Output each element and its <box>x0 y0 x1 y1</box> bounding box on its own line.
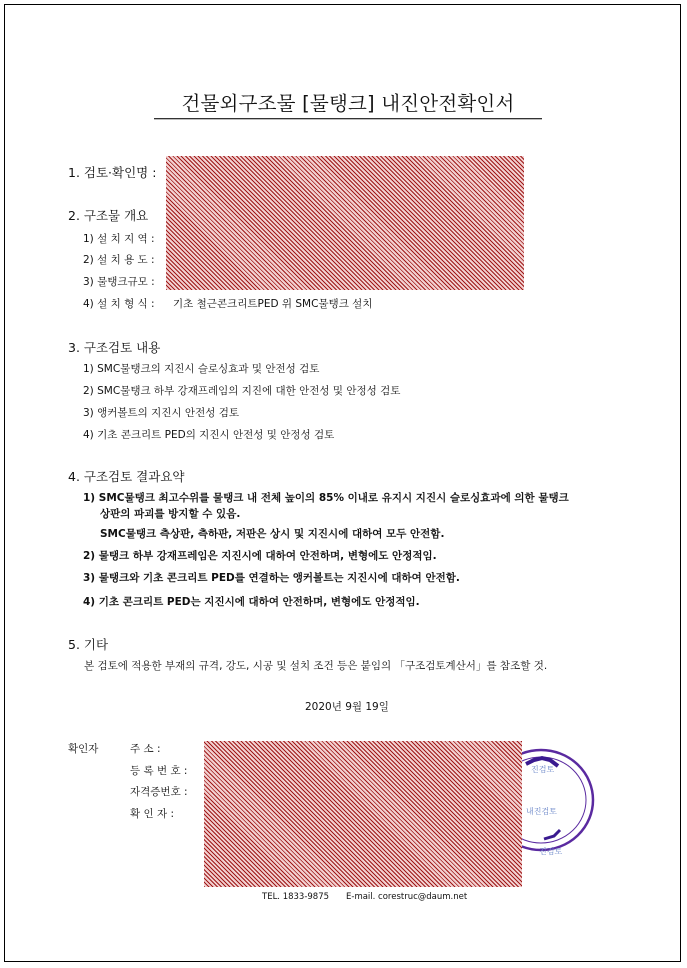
overview-type-label: 4) 설 치 형 식 : <box>83 298 155 310</box>
review-item-4: 4) 기초 콘크리트 PED의 지진시 안전성 및 안정성 검토 <box>83 429 335 441</box>
section3-heading: 3. 구조검토 내용 <box>68 340 161 355</box>
overview-type-value: 기초 철근콘크리트PED 위 SMC물탱크 설치 <box>173 298 373 310</box>
review-item-2: 2) SMC물탱크 하부 강재프레임의 지진에 대한 안전성 및 안정성 검토 <box>83 385 401 397</box>
result-item-1-line1: 1) SMC물탱크 최고수위를 물탱크 내 전체 높이의 85% 이내로 유지시 지진시 슬로싱효과에 의한 물탱크 <box>83 492 569 504</box>
result-item-1-line2: 상판의 파괴를 방지할 수 있음. <box>100 508 241 520</box>
overview-location-label: 1) 설 치 지 역 : <box>83 233 155 245</box>
review-item-1: 1) SMC물탱크의 지진시 슬로싱효과 및 안전성 검토 <box>83 363 320 375</box>
document-title: 건물외구조물 [물탱크] 내진안전확인서 <box>181 92 515 115</box>
stamp-text-1: 진검토 <box>531 765 555 774</box>
result-item-3: 3) 물탱크와 기초 콘크리트 PED를 연결하는 앵커볼트는 지진시에 대하여 안전함. <box>83 572 460 584</box>
overview-usage-label: 2) 설 치 용 도 : <box>83 254 155 266</box>
section5-text: 본 검토에 적용한 부재의 규격, 강도, 시공 및 설치 조건 등은 붙임의 「구조검토계산서」를 참조할 것. <box>84 660 548 672</box>
result-item-2: 2) 물탱크 하부 강재프레임은 지진시에 대하여 안전하며, 변형에도 안정적임. <box>83 550 437 562</box>
review-item-3: 3) 앵커볼트의 지진시 안전성 검토 <box>83 407 239 419</box>
result-item-1-line3: SMC물탱크 측상판, 측하판, 저판은 상시 및 지진시에 대하여 모두 안전함. <box>100 528 445 540</box>
section1-heading: 1. 검토·확인명 : <box>68 165 157 180</box>
footer-tel: TEL. 1833-9875 <box>262 892 330 902</box>
stamp-text-2: 내진검토 <box>526 807 557 816</box>
confirmer-name-label: 확 인 자 : <box>130 808 174 820</box>
section4-heading: 4. 구조검토 결과요약 <box>68 469 185 484</box>
overview-size-label: 3) 물탱크규모 : <box>83 276 155 288</box>
title-underline <box>154 118 542 119</box>
section5-heading: 5. 기타 <box>68 637 109 652</box>
redacted-block-confirmer <box>204 741 522 887</box>
license-number-label: 자격증번호 : <box>130 786 188 798</box>
confirmer-section-label: 확인자 <box>68 743 99 755</box>
document-date: 2020년 9월 19일 <box>305 701 389 713</box>
section2-heading: 2. 구조물 개요 <box>68 208 149 223</box>
footer-email: E-mail. corestruc@daum.net <box>346 892 468 902</box>
address-label: 주 소 : <box>130 743 161 755</box>
registration-number-label: 등 록 번 호 : <box>130 765 188 777</box>
stamp-text-3: 진검토 <box>539 847 563 856</box>
result-item-4: 4) 기초 콘크리트 PED는 지진시에 대하여 안전하며, 변형에도 안정적임. <box>83 596 420 608</box>
redacted-block-overview <box>166 156 524 290</box>
